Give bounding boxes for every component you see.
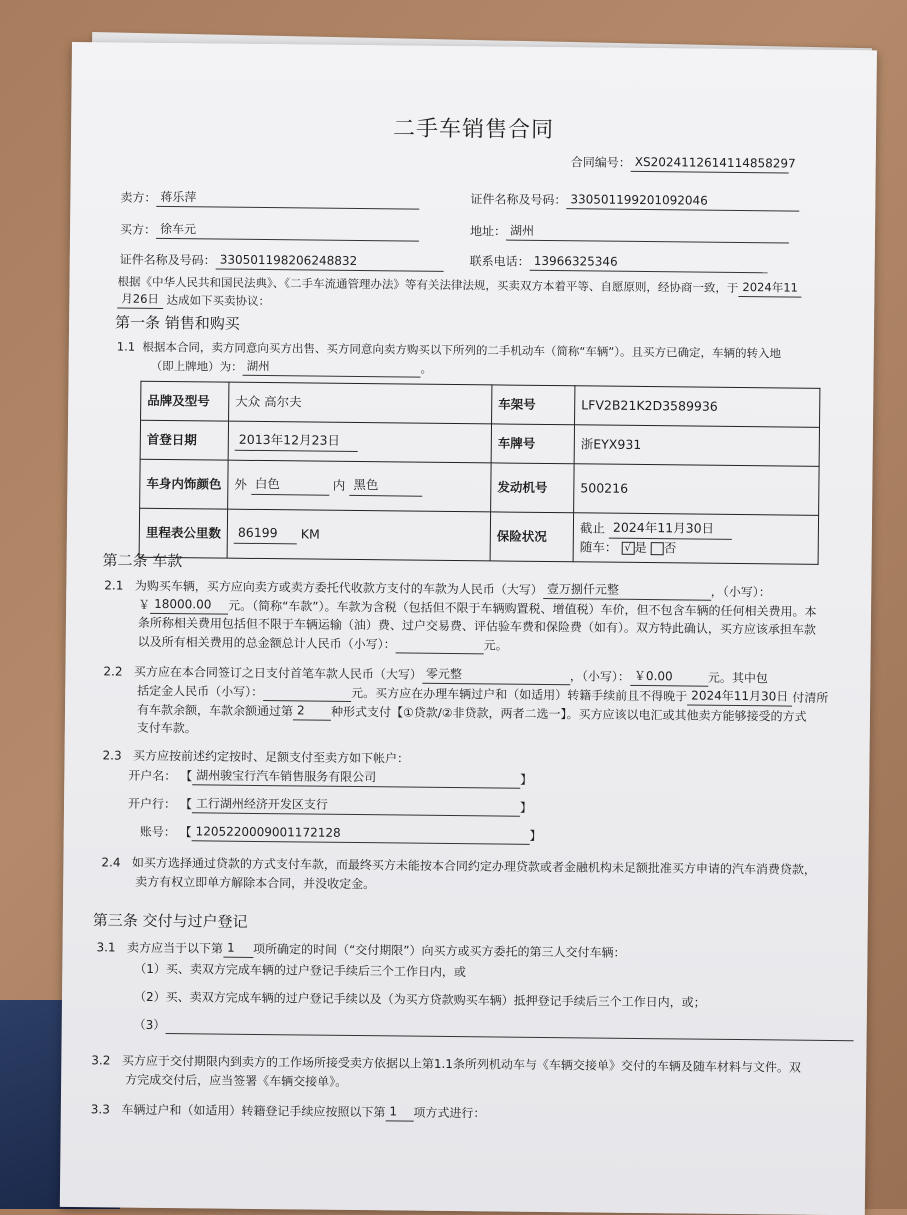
table-row: 车身内饰颜色 外 白色 内 黑色 发动机号 500216 bbox=[140, 459, 819, 515]
clause-3-1: 3.1 卖方应当于以下第 1 项所确定的时间（“交付期限”）向买方或买方委托的第三人交付车辆： bbox=[96, 940, 626, 960]
clause-3-1-option1: （1）买、卖双方完成车辆的过户登记手续后三个工作日内，或 bbox=[134, 961, 466, 980]
insurance-label: 保险状况 bbox=[490, 512, 574, 562]
account-number: 1205220009001172128 bbox=[191, 823, 529, 845]
total-amount bbox=[396, 638, 484, 655]
clause-3-2-line2: 方完成交付后，应当签署《车辆交接单》。 bbox=[125, 1072, 348, 1089]
agreement-date-part1: 2024年11 bbox=[738, 279, 802, 297]
buyer-id: 330501198206248832 bbox=[216, 252, 444, 273]
deposit-amount bbox=[263, 685, 351, 702]
article-3-title: 第三条 交付与过户登记 bbox=[92, 911, 248, 931]
clause-1-1-city: （即上牌地）为： 湖州 。 bbox=[150, 358, 433, 376]
contract-number-value: XS2024112614114858297 bbox=[631, 154, 789, 174]
clause-2-1-line4: 以及所有相关费用的总金额总计人民币（小写）： 元。 bbox=[138, 634, 508, 655]
clause-2-1-line3: 条所称相关费用包括但不限于车辆运输（油）费、过户交易费、评估验车费和保险费（如有）。双方特此确认，买方应该承担车款 bbox=[137, 615, 816, 637]
clause-2-2-line1: 2.2 买方应在本合同签订之日支付首笔车款人民币（大写） 零元整 ，（小写）： ￥0.00 元。其中包 bbox=[103, 664, 769, 686]
buyer-row: 买方： 徐车元 bbox=[120, 221, 419, 243]
final-payment-date: 2024年11月30日 bbox=[687, 687, 792, 706]
vin-label: 车架号 bbox=[492, 385, 575, 425]
table-row: 里程表公里数 86199 KM 保险状况 截止 2024年11月30日 随车： √ 是 否 bbox=[139, 508, 818, 564]
document-title: 二手车销售合同 bbox=[392, 116, 555, 144]
article-1-title: 第一条 销售和购买 bbox=[114, 313, 240, 333]
transfer-option: 1 bbox=[385, 1103, 413, 1122]
engine-value: 500216 bbox=[574, 464, 819, 516]
clause-3-3: 3.3 车辆过户和（如适用）转籍登记手续应按照以下第 1 项方式进行： bbox=[90, 1102, 486, 1121]
delivery-option: 1 bbox=[223, 940, 253, 959]
buyer-phone: 13966325346 bbox=[530, 253, 768, 274]
intro-line-2: 月26日 达成如下买卖协议： bbox=[117, 290, 270, 309]
engine-label: 发动机号 bbox=[491, 463, 575, 513]
exterior-color: 白色 bbox=[251, 475, 329, 495]
account-number-row: 账号： 【 1205220009001172128 】 bbox=[140, 823, 542, 846]
vehicle-table bbox=[139, 381, 821, 565]
clause-3-1-option2: （2）买、卖双方完成车辆的过户登记手续以及（为买方贷款购买车辆）抵押登记手续后三个工作日内，或； bbox=[133, 989, 706, 1010]
account-name-row: 开户名： 【 湖州骏宝行汽车销售服务有限公司 】 bbox=[128, 767, 532, 790]
clause-2-1-line2: ￥ 18000.00 元。（简称“车款”）。车款为含税（包括但不限于车辆购置税、增值税）车价，但不包含车辆的任何相关费用。本 bbox=[138, 596, 817, 619]
intro-line: 根据《中华人民共和国民法典》、《二手车流通管理办法》等有关法律法规，买卖双方本着平等、自愿原则，经协商一致，于 2024年11 bbox=[117, 272, 802, 297]
interior-color: 黑色 bbox=[349, 476, 422, 496]
mileage-label: 里程表公里数 bbox=[139, 508, 228, 558]
reg-date-value: 2013年12月23日 bbox=[235, 431, 358, 451]
price-amount: 18000.00 bbox=[150, 596, 228, 615]
bank-row: 开户行： 【 工行湖州经济开发区支行 】 bbox=[128, 795, 532, 818]
brand-value: 大众 高尔夫 bbox=[229, 382, 492, 424]
first-payment-upper: 零元整 bbox=[422, 666, 570, 686]
color-label: 车身内饰颜色 bbox=[140, 459, 229, 509]
seller-name: 蒋乐萍 bbox=[156, 189, 419, 210]
agreement-date-part2: 月26日 bbox=[117, 290, 163, 308]
price-upper: 壹万捌仟元整 bbox=[543, 581, 711, 601]
plate-value: 浙EYX931 bbox=[574, 425, 819, 467]
bank-name: 工行湖州经济开发区支行 bbox=[192, 795, 520, 817]
buyer-phone-row: 联系电话： 13966325346 bbox=[470, 252, 768, 274]
other-delivery-terms bbox=[165, 1018, 853, 1041]
seller-id: 330501199201092046 bbox=[566, 191, 799, 212]
seller-row: 卖方： 蒋乐萍 bbox=[120, 189, 419, 211]
clause-1-1: 1.1 根据本合同，卖方同意向买方出售、买方同意向卖方购买以下所列的二手机动车（简称“车辆”）。且买方已确定，车辆的转入地 bbox=[116, 339, 782, 361]
clause-3-2-line1: 3.2 买方应于交付期限内到卖方的工作场所接受卖方依据以上第1.1条所列机动车与《车辆交接单》交付的车辆及随车材料与文件。双 bbox=[91, 1053, 802, 1075]
clause-2-1-line1: 2.1 为购买车辆，买方应向卖方或卖方委托代收款方支付的车款为人民币（大写） 壹万捌仟元整 ，（小写）： bbox=[104, 578, 771, 600]
plate-label: 车牌号 bbox=[491, 424, 574, 464]
contract-number: 合同编号： XS2024112614114858297 bbox=[571, 153, 789, 174]
clause-2-3: 2.3 买方应按前述约定按时、足额支付至卖方如下帐户： bbox=[102, 748, 410, 766]
first-payment-amount: ￥0.00 bbox=[630, 668, 708, 687]
clause-3-1-option3: （3） bbox=[134, 1017, 854, 1042]
vin-value: LFV2B21K2D3589936 bbox=[575, 386, 820, 428]
article-2-title: 第二条 车款 bbox=[102, 551, 183, 571]
clause-2-2-line3: 有车款余额，车款余额通过第 2 种形式支付【①贷款/②非贷款，两者二选一】。买方应该以电汇或其他卖方能够接受的方式 bbox=[136, 702, 807, 724]
contract-page bbox=[60, 42, 877, 1215]
buyer-id-row: 证件名称及号码： 330501198206248832 bbox=[120, 251, 444, 273]
registration-city: 湖州 bbox=[243, 358, 421, 378]
clause-2-4-line1: 2.4 如买方选择通过贷款的方式支付车款，而最终买方未能按本合同约定办理贷款或者金融机构未足额批准买方申请的汽车消费贷款， bbox=[101, 855, 817, 877]
buyer-name: 徐车元 bbox=[156, 221, 419, 242]
insurance-date: 2024年11月30日 bbox=[609, 519, 732, 539]
clause-2-4-line2: 卖方有权立即单方解除本合同，并没收定金。 bbox=[135, 874, 376, 892]
brand-label: 品牌及型号 bbox=[141, 381, 229, 421]
seller-id-row: 证件名称及号码： 330501199201092046 bbox=[470, 190, 799, 212]
clause-2-2-line4: 支付车款。 bbox=[136, 720, 197, 736]
account-name: 湖州骏宝行汽车销售服务有限公司 bbox=[192, 767, 520, 789]
yes-checkbox[interactable]: √ bbox=[621, 541, 634, 554]
mileage-value: 86199 bbox=[234, 524, 297, 544]
payment-way: 2 bbox=[293, 702, 331, 721]
mileage-unit: KM bbox=[300, 526, 320, 543]
no-checkbox[interactable] bbox=[651, 542, 664, 555]
clause-2-2-line2: 括定金人民币（小写）： 元。买方应在办理车辆过户和（如适用）转籍手续前且不得晚于 2024年11月30日 付清所 bbox=[137, 682, 828, 708]
buyer-address: 湖州 bbox=[506, 223, 789, 244]
reg-date-label: 首登日期 bbox=[140, 420, 228, 460]
buyer-address-row: 地址： 湖州 bbox=[470, 222, 789, 244]
